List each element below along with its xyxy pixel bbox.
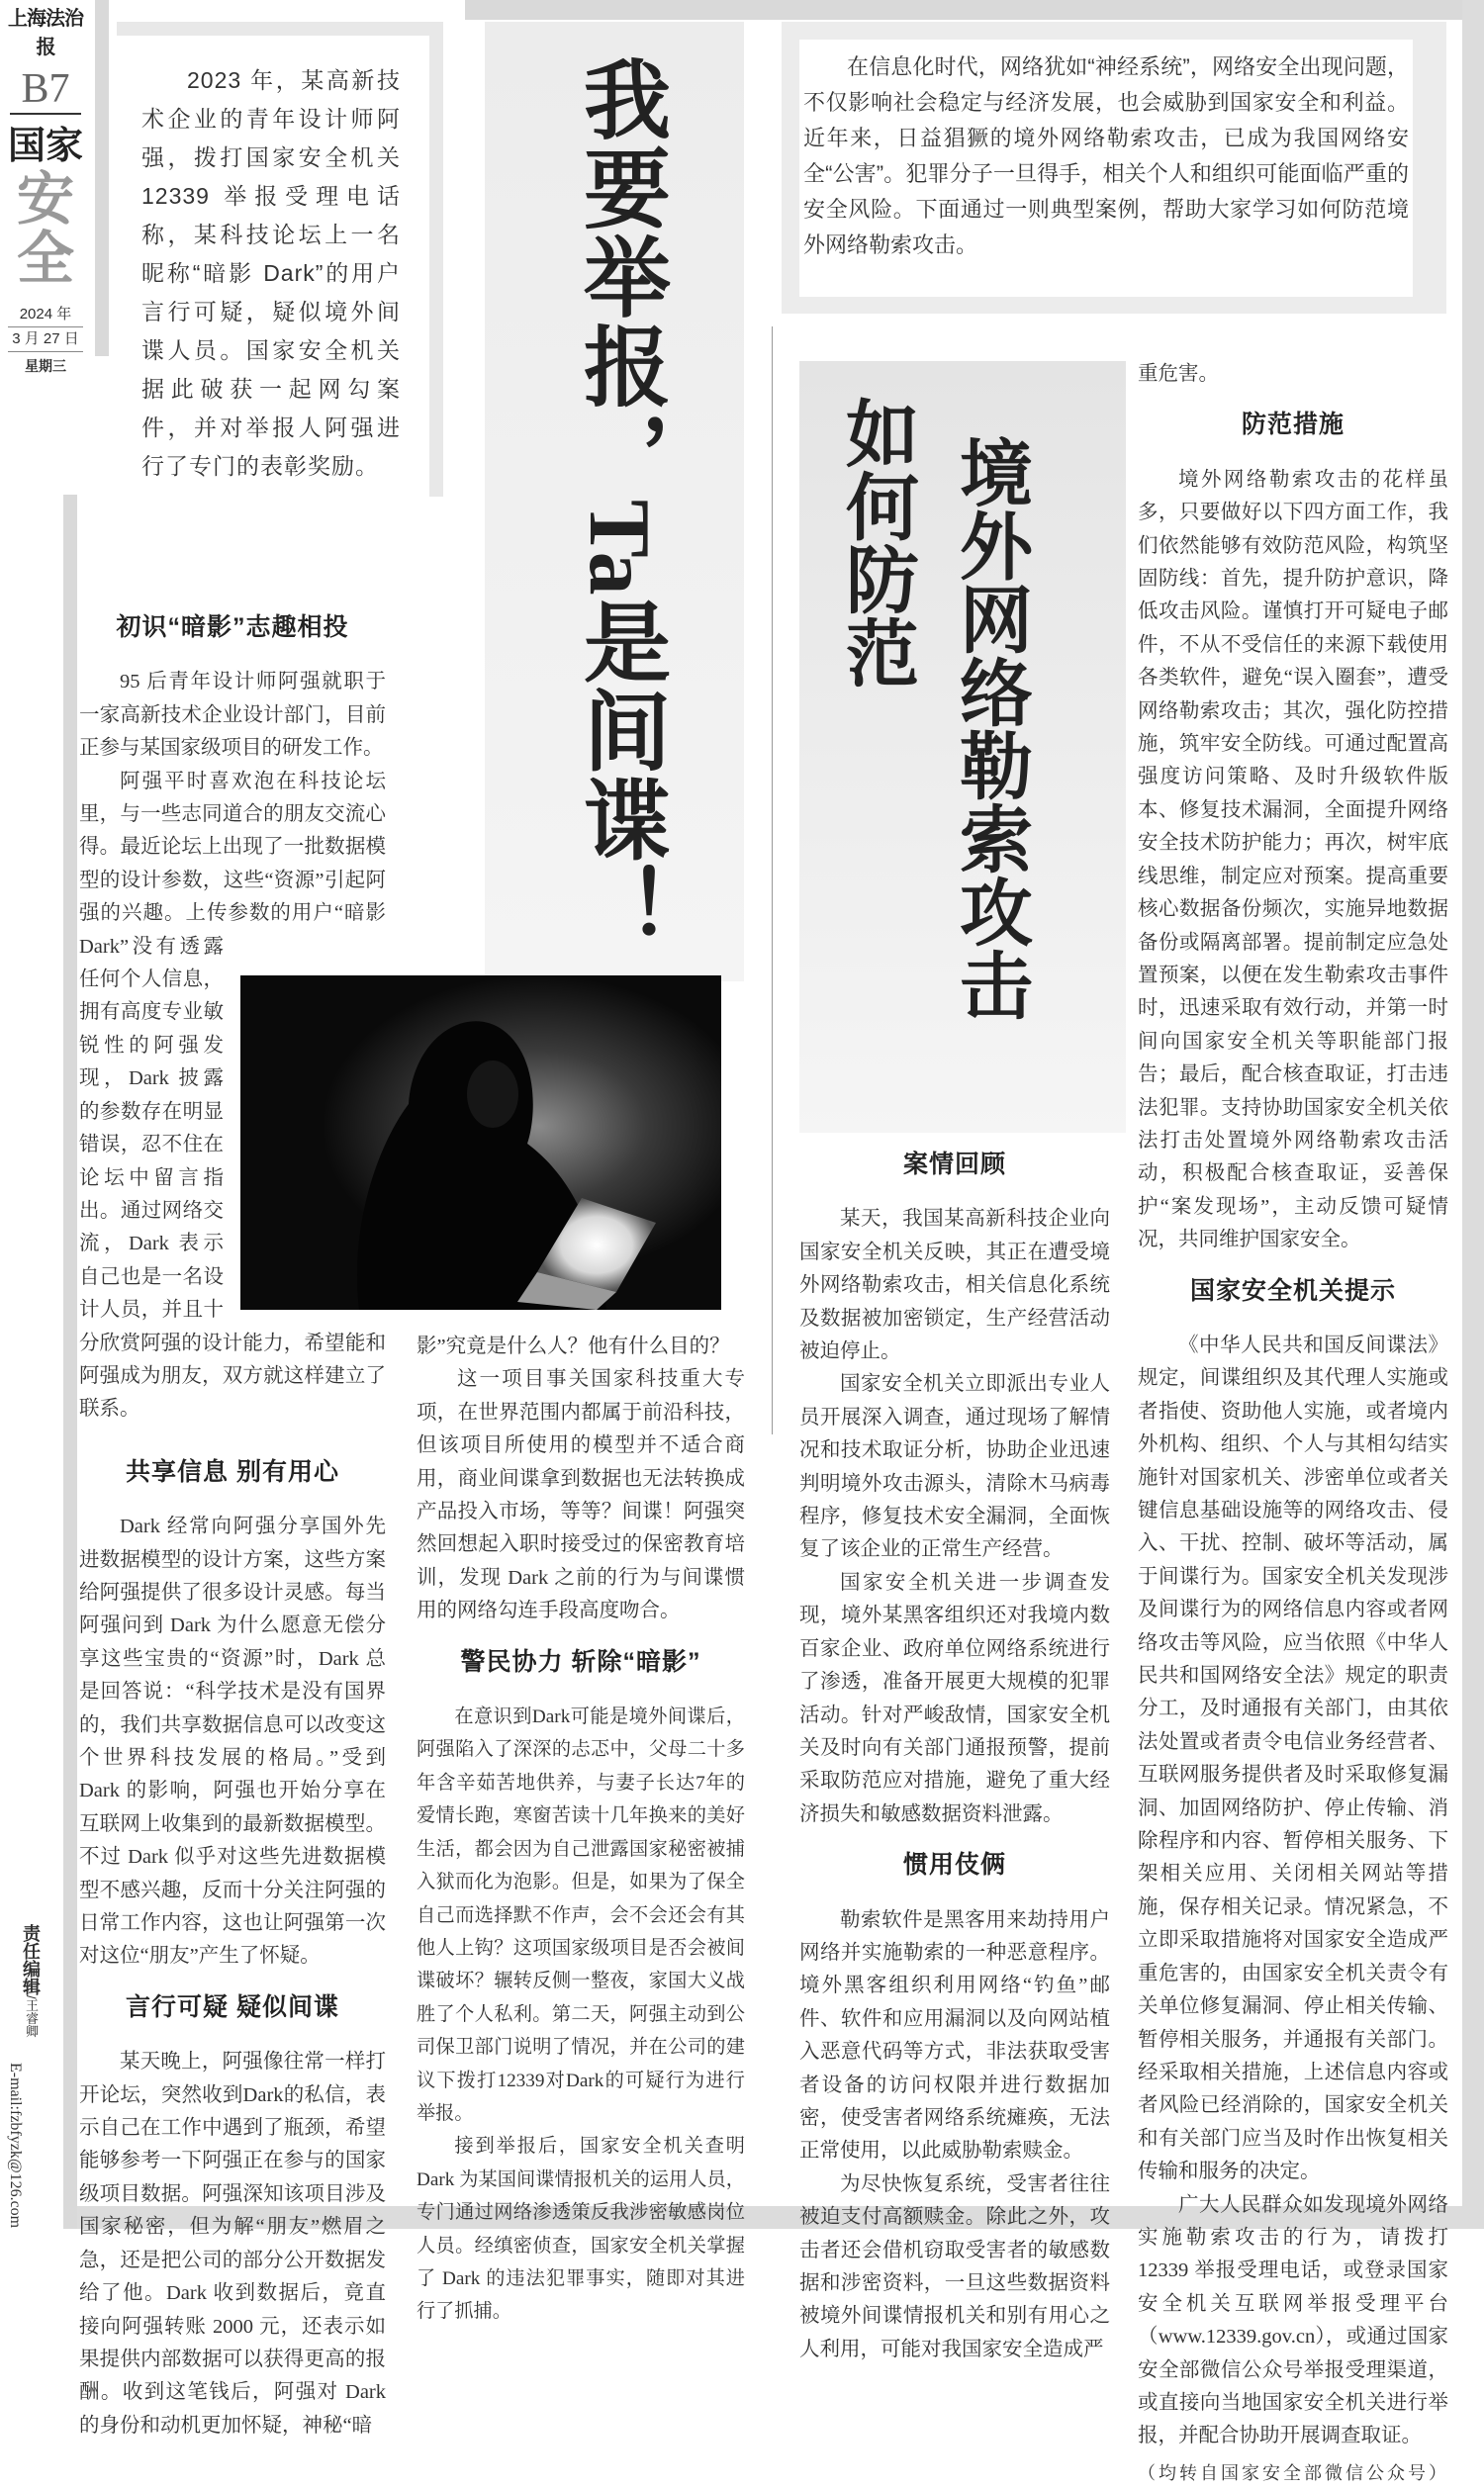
paragraph: 影”究竟是什么人？他有什么目的？ <box>417 1336 730 1357</box>
story2-intro-text: 在信息化时代，网络犹如“神经系统”，网络安全出现问题，不仅影响社会稳定与经济发展，也会威胁到国家安全和利益。近年来，日益猖獗的境外网络勒索攻击，已成为我国网络安全“公害”。犯罪分子一旦得手，相关个人和组织可能面临严重的安全风险。下面通过一则典型案例，帮助大家学习如何防范境外网络勒索攻击。 <box>803 54 1409 257</box>
section-name-line2: 安全 <box>16 167 74 291</box>
editor-name: /王睿卿 <box>24 1995 39 2038</box>
page-header-strip <box>0 0 91 376</box>
paragraph: Dark 经常向阿强分享国外先进数据模型的设计方案，这些方案给阿强提供了很多设计灵感。每当阿强问到 Dark 为什么愿意无偿分享这些宝贵的“资源”时，Dark 总是回答说：“科学技术是没有国界的，我们共享数据信息可以改变这个世界科技发展的格局。”受到 Dark 的影响，阿强也开始分享在互联网上收集到的最新数据模型。不过 Dark 似乎对这些先进数据模型不感兴趣，反而十分关注阿强的日常工作内容，这也让阿强第一次对这位“朋友”产生了怀疑。 <box>79 1516 386 1968</box>
story2-headline-line1: 境外网络勒索攻击 <box>949 435 1030 1021</box>
section-heading: 言行可疑 疑似间谍 <box>126 1992 339 2021</box>
story1-intro-text: 2023 年，某高新技术企业的青年设计师阿强，拨打国家安全机关12339 举报受理电话称，某科技论坛上一名昵称“暗影 Dark”的用户言行可疑，疑似境外间谍人员。国家安全机关据此破获一起网勾案件，并对举报人阿强进行了专门的表彰奖励。 <box>141 67 401 479</box>
photo-illustration <box>240 975 721 1310</box>
page-number: B7 <box>10 65 81 115</box>
story1-column-1 <box>79 603 386 2443</box>
section-heading: 警民协力 斩除“暗影” <box>460 1647 701 1676</box>
section-heading: 惯用伎俩 <box>902 1851 1006 1880</box>
section-heading: 案情回顾 <box>902 1151 1006 1178</box>
paragraph: 某天，我国某高新科技企业向国家安全机关反映，其正在遭受境外网络勒索攻击，相关信息化系统及数据被加密锁定，生产经营活动被迫停止。 <box>799 1208 1110 1363</box>
story1-intro <box>141 61 401 486</box>
section-heading: 防范措施 <box>1241 411 1345 439</box>
page-frame-left-upper <box>95 0 109 356</box>
paragraph: 在意识到Dark可能是境外间谍后，阿强陷入了深深的忐忑中，父母二十多年含辛茹苦地供养，与妻子长达7年的爱情长跑，寒窗苦读十几年换来的美好生活，都会因为自己泄露国家秘密被捕入狱而化为泡影。但是，如果为了保全自己而选择默不作声，会不会还会有其他人上钩？这项国家级项目是否会被间谍破坏？辗转反侧一整夜，家国大义战胜了个人私利。第二天，阿强主动到公司保卫部门说明了情况，并在公司的建议下拨打12339对Dark的可疑行为进行举报。 <box>417 1706 745 2124</box>
column-divider <box>772 326 773 1434</box>
paragraph: 勒索软件是黑客用来劫持用户网络并实施勒索的一种恶意程序。境外黑客组织利用网络“钓鱼”邮件、软件和应用漏洞以及向网站植入恶意代码等方式，非法获取受害者设备的访问权限并进行数据加密，使受害者网络系统瘫痪，无法正常使用，以此威胁勒索赎金。 <box>799 1908 1110 2163</box>
page-frame-top <box>465 0 1484 20</box>
story2-headline-line2: 如何防范 <box>835 396 916 689</box>
story2-intro <box>803 49 1409 263</box>
section-heading: 初识“暗影”志趣相投 <box>116 613 349 641</box>
story1-column-2 <box>417 1331 745 2329</box>
editor-email: E-mail:fzbfyzk@126.com <box>7 2063 24 2229</box>
paragraph: 接到举报后，国家安全机关查明 Dark 为某国间谍情报机关的运用人员，专门通过网络渗透策反我涉密敏感岗位人员。经缜密侦查，国家安全机关掌握了 Dark 的违法犯罪事实，随即对其进行了抓捕。 <box>417 2136 745 2323</box>
page-frame-right <box>1462 0 1484 2229</box>
paragraph: 95 后青年设计师阿强就职于一家高新技术企业设计部门，目前正参与某国家级项目的研发工作。 <box>79 671 386 760</box>
paragraph: 《中华人民共和国反间谍法》规定，间谍组织及其代理人实施或者指使、资助他人实施，或者境内外机构、组织、个人与其相勾结实施针对国家机关、涉密单位或者关键信息基础设施等的网络攻击、侵入、干扰、控制、破坏等活动，属于间谍行为。国家安全机关发现涉及间谍行为的网络信息内容或者网络攻击等风险，应当依照《中华人民共和国网络安全法》规定的职责分工，及时通报有关部门，由其依法处置或者责令电信业务经营者、互联网服务提供者及时采取修复漏洞、加固网络防护、停止传输、消除程序和内容、暂停相关服务、下架相关应用、关闭相关网站等措施，保存相关记录。情况紧急，不立即采取措施将对国家安全造成严重危害的，由国家安全机关责令有关单位修复漏洞、停止相关传输、暂停相关服务，并通报有关部门。经采取相关措施，上述信息内容或者风险已经消除的，国家安全机关和有关部门应当及时作出恢复相关传输和服务的决定。 <box>1138 1334 1448 2183</box>
date-weekday: 星期三 <box>25 358 66 374</box>
paragraph: 阿强平时喜欢泡在科技论坛里，与一些志同道合的朋友交流心得。最近论坛上出现了一批数据模型的设计参数，这些“资源”引起阿强的兴趣。上传参数的用户“暗影 Dark”没有透露任何个人信息，拥有高度专业敏锐性的阿强发现，Dark 披露的参数存在明显错误，忍不住在论坛中留言指出。通过网络交流，Dark 表示自己也是一名设计人员，并且十分欣赏阿强的设计能力，希望能和阿强成为朋友，双方就这样建立了联系。 <box>79 770 386 1421</box>
paragraph: 境外网络勒索攻击的花样虽多，只要做好以下四方面工作，我们依然能够有效防范风险，构筑坚固防线：首先，提升防护意识，降低攻击风险。谨慎打开可疑电子邮件，不从不受信任的来源下载使用各类软件，避免“误入圈套”，遭受网络勒索攻击；其次，强化防控措施，筑牢安全防线。可通过配置高强度访问策略、及时升级软件版本、修复技术漏洞，全面提升网络安全技术防护能力；再次，树牢底线思维，制定应对预案。提高重要核心数据备份频次，实施异地数据备份或隔离部署。提前制定应急处置预案，以便在发生勒索攻击事件时，迅速采取有效行动，并第一时间向国家安全机关等职能部门报告；最后，配合核查取证，打击违法犯罪。支持协助国家安全机关依法打击处置境外网络勒索攻击活动，积极配合核查取证，妥善保护“案发现场”，主动反馈可疑情况，共同维护国家安全。 <box>1138 468 1448 1251</box>
editor-credit <box>4 1924 44 2038</box>
newspaper-logo: 上海法治报 <box>8 8 83 58</box>
paragraph: 某天晚上，阿强像往常一样打开论坛，突然收到Dark的私信，表示自己在工作中遇到了瓶颈，希望能够参考一下阿强正在参与的国家级项目数据。阿强深知该项目涉及国家秘密，但为解“朋友”燃眉之急，还是把公司的部分公开数据发给了他。Dark 收到数据后，竟直接向阿强转账 2000 元，还表示如果提供内部数据可以获得更高的报酬。收到这笔钱后，阿强对 Dark 的身份和动机更加怀疑，神秘“暗 <box>79 2051 386 2437</box>
date-day: 3 月 27 日 <box>8 327 83 352</box>
paragraph: 为尽快恢复系统，受害者往往被迫支付高额赎金。除此之外，攻击者还会借机窃取受害者的敏感数据和涉密资料，一旦这些数据资料被境外间谍情报机关和别有用心之人利用，可能对我国家安全造成严 <box>799 2172 1110 2360</box>
paragraph: 这一项目事关国家科技重大专项，在世界范围内都属于前沿科技，但该项目所使用的模型并不适合商用，商业间谍拿到数据也无法转换成产品投入市场，等等？间谍！阿强突然回想起入职时接受过的保密教育培训，发现 Dark 之前的行为与间谍惯用的网络勾连手段高度吻合。 <box>417 1368 745 1622</box>
paragraph: 国家安全机关立即派出专业人员开展深入调查，通过现场了解情况和技术取证分析，协助企业迅速判明境外攻击源头，清除木马病毒程序，修复技术安全漏洞，全面恢复了该企业的正常生产经营。 <box>799 1373 1110 1561</box>
section-heading: 共享信息 别有用心 <box>126 1457 339 1486</box>
source-note: （均转自国家安全部微信公众号） <box>1138 2462 1449 2483</box>
hooded-hacker-photo <box>240 975 721 1310</box>
editor-label: 责任编辑 <box>21 1924 41 1995</box>
story2-column-2 <box>1138 358 1448 2490</box>
page-frame-left <box>63 495 77 2229</box>
paragraph: 重危害。 <box>1138 363 1219 385</box>
story1-headline: 我要举报，Ta是间谍！ <box>571 54 667 954</box>
date-year: 2024 年 <box>8 303 83 327</box>
paragraph: 国家安全机关进一步调查发现，境外某黑客组织还对我境内数百家企业、政府单位网络系统进行了渗透，准备开展更大规模的犯罪活动。针对严峻敌情，国家安全机关及时向有关部门通报预警，提前采取防范应对措施，避免了重大经济损失和敏感数据资料泄露。 <box>799 1571 1110 1825</box>
story2-column-1 <box>799 1131 1110 2366</box>
section-heading: 国家安全机关提示 <box>1189 1276 1396 1305</box>
paragraph: 广大人民群众如发现境外网络实施勒索攻击的行为，请拨打 12339 举报受理电话，或登录国家安全机关互联网举报受理平台（www.12339.gov.cn），或通过国家安全部微信公众号举报受理渠道，或直接向当地国家安全机关进行举报，并配合协助开展调查取证。 <box>1138 2193 1448 2447</box>
section-name-line1: 国家 <box>7 126 83 167</box>
